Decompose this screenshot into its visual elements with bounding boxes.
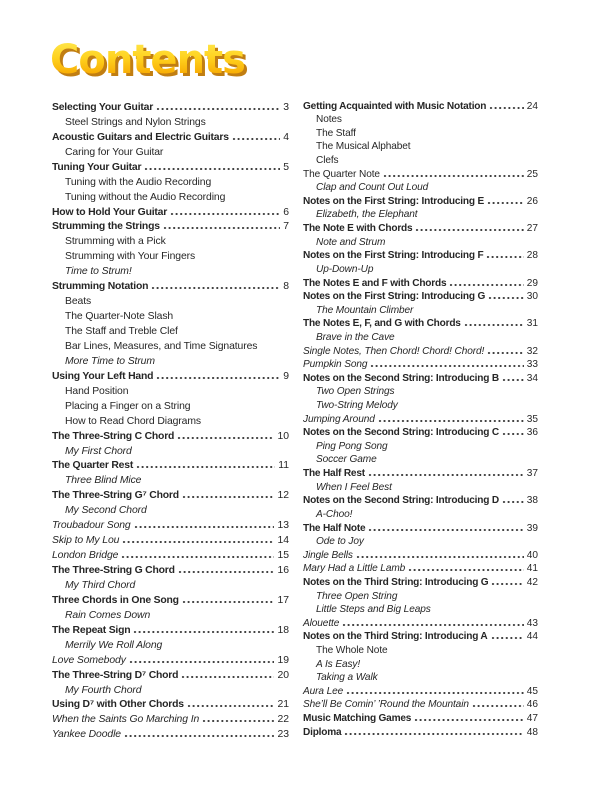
toc-entry [52, 322, 289, 337]
page-number: 12 [277, 490, 289, 502]
toc-entry-label: The Quarter Note [303, 168, 380, 180]
toc-entry [52, 128, 289, 143]
page-number: 17 [277, 594, 289, 606]
toc-entry [303, 329, 538, 343]
toc-entry [52, 681, 289, 696]
page-number: 40 [526, 549, 538, 561]
toc-entry [303, 207, 538, 221]
dot-leader [415, 228, 523, 232]
toc-entry [52, 486, 289, 501]
toc-entry-label: The Quarter Rest [52, 460, 134, 472]
toc-column-left [52, 98, 289, 740]
toc-entry-label: Strumming the Strings [52, 221, 160, 233]
toc-entry-label: A-Choo! [316, 508, 353, 520]
page-number: 31 [526, 318, 538, 330]
page-number: 34 [526, 372, 538, 384]
toc-entry-label: Love Somebody [52, 654, 126, 666]
toc-entry [303, 561, 538, 575]
toc-entry-label: Brave in the Cave [316, 331, 395, 343]
toc-entry-label: Notes on the Second String: Introducing B [303, 372, 499, 384]
toc-entry-label: Soccer Game [316, 454, 377, 466]
page-number: 28 [526, 250, 538, 262]
dot-leader [487, 351, 524, 355]
toc-entry [303, 697, 538, 711]
dot-leader [163, 226, 280, 230]
dot-leader [144, 167, 280, 171]
dot-leader [182, 600, 275, 604]
toc-entry [303, 547, 538, 561]
dot-leader [487, 201, 524, 205]
toc-entry [303, 302, 538, 316]
toc-entry [303, 574, 538, 588]
dot-leader [187, 704, 275, 708]
dot-leader [202, 719, 274, 723]
toc-entry-label: The Half Note [303, 522, 366, 534]
dot-leader [156, 376, 280, 380]
toc-entry [303, 520, 538, 534]
page-number: 18 [277, 624, 289, 636]
toc-entry-label: A Is Easy! [316, 658, 361, 670]
toc-entry-label: Three Open String [316, 590, 398, 602]
toc-entry [52, 412, 289, 427]
toc-entry-label: Using Your Left Hand [52, 370, 154, 382]
page-number: 46 [526, 699, 538, 711]
toc-entry [303, 370, 538, 384]
page-number: 42 [526, 576, 538, 588]
toc-entry-label: Clefs [316, 155, 339, 167]
page-number: 33 [526, 359, 538, 371]
dot-leader [491, 582, 523, 586]
toc-entry [52, 203, 289, 218]
dot-leader [368, 473, 524, 477]
toc-entry-label: Diploma [303, 726, 342, 738]
page-number: 21 [277, 699, 289, 711]
toc-entry [52, 188, 289, 203]
toc-entry-label: Pumpkin Song [303, 359, 368, 371]
dot-leader [472, 704, 524, 708]
dot-leader [133, 630, 274, 634]
toc-entry [52, 516, 289, 531]
toc-entry-label: Merrily We Roll Along [65, 639, 163, 651]
page-number: 38 [526, 495, 538, 507]
toc-entry [303, 180, 538, 194]
toc-entry-label: Three Blind Mice [65, 475, 142, 487]
toc-entry-label: The Half Rest [303, 468, 365, 480]
toc-entry [303, 397, 538, 411]
page-number: 43 [526, 617, 538, 629]
toc-entry-label: Notes on the First String: Introducing G [303, 291, 486, 303]
toc-entry [52, 636, 289, 651]
toc-entry [303, 261, 538, 275]
toc-entry-label: The Three-String G⁷ Chord [52, 490, 179, 502]
toc-entry [52, 442, 289, 457]
toc-entry [303, 656, 538, 670]
page-number: 20 [277, 669, 289, 681]
page-number: 14 [277, 535, 289, 547]
toc-entry-label: Alouette [303, 617, 340, 629]
toc-entry-label: My Third Chord [65, 579, 136, 591]
dot-leader [177, 436, 274, 440]
toc-entry [52, 262, 289, 277]
toc-entry-label: The Repeat Sign [52, 624, 131, 636]
page-number: 11 [278, 460, 289, 472]
toc-entry [52, 337, 289, 352]
page-number: 35 [526, 413, 538, 425]
page-number: 4 [283, 131, 289, 143]
toc-entry-label: Ode to Joy [316, 536, 364, 548]
toc-entry-label: My Second Chord [65, 505, 147, 517]
toc-entry-label: The Note E with Chords [303, 223, 413, 235]
toc-entry-label: Rain Comes Down [65, 609, 151, 621]
toc-entry-label: The Staff and Treble Clef [65, 326, 178, 337]
page-number: 16 [277, 565, 289, 576]
dot-leader [370, 364, 523, 368]
toc-entry-label: Troubadour Song [52, 520, 131, 532]
toc-entry-label: When I Feel Best [316, 481, 392, 493]
toc-entry-label: Notes on the Third String: Introducing A [303, 631, 488, 643]
toc-entry [303, 670, 538, 684]
toc-entry-label: Three Chords in One Song [52, 594, 179, 606]
toc-entry [52, 352, 289, 367]
toc-entry [303, 275, 538, 289]
toc-entry [303, 166, 538, 180]
page-number: 13 [277, 520, 289, 532]
page-number: 37 [526, 468, 538, 480]
page-number: 29 [526, 277, 538, 289]
toc-entry [303, 220, 538, 234]
toc-entry-label: The Quarter-Note Slash [65, 311, 174, 323]
dot-leader [170, 212, 280, 216]
page-number: 25 [526, 168, 538, 180]
page-number: 36 [526, 427, 538, 439]
toc-entry-label: The Three-String D⁷ Chord [52, 669, 179, 681]
toc-entry-label: Two Open Strings [316, 386, 395, 398]
page-number: 30 [526, 291, 538, 303]
toc-entry [52, 382, 289, 397]
dot-leader [408, 568, 524, 572]
toc-entry [52, 606, 289, 621]
toc-entry-label: Clap and Count Out Loud [316, 182, 429, 194]
page-number: 6 [283, 206, 289, 218]
dot-leader [464, 323, 524, 327]
toc-entry-label: The Notes E, F, and G with Chords [303, 318, 461, 330]
dot-leader [129, 660, 275, 664]
toc-entry-label: How to Hold Your Guitar [52, 206, 168, 218]
toc-entry-label: Steel Strings and Nylon Strings [65, 116, 206, 128]
toc-entry-label: The Whole Note [316, 644, 388, 656]
toc-entry [52, 397, 289, 412]
page-number: 7 [283, 221, 289, 233]
toc-entry-label: Elizabeth, the Elephant [316, 209, 418, 221]
toc-entry-label: Little Steps and Big Leaps [316, 604, 431, 616]
toc-entry [303, 289, 538, 303]
toc-entry [303, 452, 538, 466]
toc-entry [52, 501, 289, 516]
toc-entry [52, 651, 289, 666]
toc-entry [303, 683, 538, 697]
page-number: 27 [526, 223, 538, 235]
toc-entry-label: Caring for Your Guitar [65, 146, 164, 158]
page-number: 48 [526, 726, 538, 738]
dot-leader [344, 732, 523, 736]
toc-entry [303, 479, 538, 493]
page-number: 10 [277, 430, 289, 442]
toc-entry [303, 710, 538, 724]
toc-entry [52, 143, 289, 158]
toc-entry-label: The Three-String C Chord [52, 430, 175, 442]
toc-entry-label: The Musical Alphabet [316, 141, 411, 153]
toc-entry-label: Hand Position [65, 385, 129, 397]
toc-entry [52, 292, 289, 307]
toc-entry [303, 193, 538, 207]
toc-entry [52, 561, 289, 576]
toc-entry-label: Two-String Melody [316, 400, 398, 412]
toc-entry-label: Time to Strum! [65, 266, 132, 278]
toc-entry-label: The Mountain Climber [316, 304, 414, 316]
toc-entry-label: Mary Had a Little Lamb [303, 563, 406, 575]
toc-entry-label: London Bridge [52, 550, 119, 562]
toc-entry [52, 427, 289, 442]
toc-entry-label: Tuning without the Audio Recording [65, 191, 226, 203]
dot-leader [121, 555, 274, 559]
page-number: 19 [277, 654, 289, 666]
dot-leader [502, 378, 524, 382]
toc-entry [52, 531, 289, 546]
toc-entry-label: Notes on the Second String: Introducing C [303, 427, 499, 439]
dot-leader [134, 525, 275, 529]
toc-entry-label: More Time to Strum [65, 355, 155, 367]
dot-leader [486, 255, 523, 259]
toc-entry-label: When the Saints Go Marching In [52, 714, 200, 726]
dot-leader [156, 107, 280, 111]
toc-entry [52, 173, 289, 188]
toc-entry [303, 98, 538, 112]
page-number: 44 [526, 631, 538, 643]
toc-column-right [303, 98, 538, 738]
toc-entry [52, 367, 289, 382]
toc-entry [303, 411, 538, 425]
dot-leader [378, 419, 524, 423]
toc-entry-label: Acoustic Guitars and Electric Guitars [52, 131, 229, 143]
toc-entry-label: Notes on the Third String: Introducing G [303, 576, 489, 588]
toc-entry-label: Single Notes, Then Chord! Chord! Chord! [303, 345, 485, 357]
toc-entry [52, 621, 289, 636]
toc-entry-label: Jingle Bells [303, 549, 353, 561]
page-number: 24 [526, 100, 538, 112]
dot-leader [232, 137, 280, 141]
toc-entry-label: Placing a Finger on a String [65, 400, 191, 412]
toc-entry [303, 384, 538, 398]
dot-leader [489, 106, 524, 110]
toc-entry [52, 232, 289, 247]
toc-entry [303, 139, 538, 153]
toc-entry-label: Tuning Your Guitar [52, 161, 142, 173]
toc-entry-label: Tuning with the Audio Recording [65, 176, 212, 188]
dot-leader [414, 718, 524, 722]
toc-entry [303, 234, 538, 248]
toc-entry [303, 152, 538, 166]
toc-entry-label: Bar Lines, Measures, and Time Signatures [65, 340, 258, 352]
toc-entry [52, 158, 289, 173]
toc-entry-label: Getting Acquainted with Music Notation [303, 100, 487, 112]
dot-leader [383, 174, 524, 178]
toc-entry [303, 506, 538, 520]
page-title: Contents [50, 37, 245, 83]
toc-entry-label: My First Chord [65, 445, 132, 457]
toc-entry-label: Using D⁷ with Other Chords [52, 699, 184, 711]
page-number: 39 [526, 522, 538, 534]
toc-entry-label: Strumming with a Pick [65, 236, 166, 248]
toc-entry [303, 465, 538, 479]
toc-entry-label: Aura Lee [303, 685, 344, 697]
toc-entry-label: Notes on the First String: Introducing E [303, 195, 484, 207]
toc-entry [52, 307, 289, 322]
dot-leader [342, 623, 524, 627]
page-number: 15 [277, 550, 289, 562]
toc-entry-label: The Staff [316, 127, 356, 139]
toc-entry [303, 425, 538, 439]
toc-entry-label: Ping Pong Song [316, 440, 388, 452]
toc-entry-label: Jumping Around [303, 413, 375, 425]
dot-leader [368, 528, 523, 532]
toc-entry-label: How to Read Chord Diagrams [65, 415, 201, 427]
dot-leader [151, 286, 280, 290]
toc-entry [303, 588, 538, 602]
toc-entry [52, 546, 289, 561]
toc-entry [52, 218, 289, 233]
page-number: 5 [283, 161, 289, 173]
toc-entry [52, 696, 289, 711]
page-number: 32 [526, 345, 538, 357]
page-number: 22 [277, 714, 289, 726]
dot-leader [491, 636, 524, 640]
dot-leader [502, 500, 524, 504]
toc-entry [52, 591, 289, 606]
page-number: 41 [526, 563, 538, 575]
toc-entry [303, 343, 538, 357]
toc-entry [303, 602, 538, 616]
toc-entry [52, 710, 289, 725]
toc-entry [303, 316, 538, 330]
toc-entry-label: Beats [65, 296, 92, 308]
toc-entry [303, 112, 538, 126]
toc-entry [303, 438, 538, 452]
page-number: 47 [526, 713, 538, 725]
toc-entry-label: Note and Strum [316, 236, 386, 248]
dot-leader [136, 465, 275, 469]
toc-entry-label: My Fourth Chord [65, 684, 142, 696]
toc-entry-label: The Notes E and F with Chords [303, 277, 447, 289]
toc-entry-label: Strumming Notation [52, 281, 149, 293]
toc-entry [303, 642, 538, 656]
page-number: 26 [526, 195, 538, 207]
page-number: 3 [283, 101, 289, 113]
page-number: 23 [277, 729, 289, 741]
toc-entry [303, 248, 538, 262]
toc-entry [303, 615, 538, 629]
toc-entry-label: Selecting Your Guitar [52, 101, 154, 113]
dot-leader [502, 432, 524, 436]
toc-entry [52, 666, 289, 681]
toc-entry-label: Skip to My Lou [52, 535, 120, 547]
toc-entry-label: Music Matching Games [303, 713, 412, 725]
toc-entry-label: Notes on the First String: Introducing F [303, 250, 484, 262]
dot-leader [182, 495, 275, 499]
toc-entry-label: Taking a Walk [316, 672, 378, 684]
dot-leader [488, 296, 524, 300]
toc-entry [52, 471, 289, 486]
toc-entry-label: She’ll Be Comin’ ’Round the Mountain [303, 699, 469, 711]
toc-entry [52, 576, 289, 591]
toc-entry-label: Notes on the Second String: Introducing D [303, 495, 499, 507]
toc-entry [303, 534, 538, 548]
toc-entry-label: Strumming with Your Fingers [65, 251, 196, 263]
toc-entry [52, 98, 289, 113]
toc-entry [303, 357, 538, 371]
dot-leader [124, 734, 274, 738]
toc-entry-label: Yankee Doodle [52, 729, 121, 741]
toc-entry [303, 629, 538, 643]
toc-entry [52, 725, 289, 740]
toc-entry-label: Up-Down-Up [316, 263, 374, 275]
dot-leader [449, 283, 523, 287]
toc-entry [303, 724, 538, 738]
page-number: 45 [526, 685, 538, 697]
page-number: 8 [283, 281, 289, 293]
dot-leader [356, 555, 524, 559]
dot-leader [178, 570, 275, 574]
toc-entry-label: The Three-String G Chord [52, 565, 175, 576]
toc-entry [52, 277, 289, 292]
toc-entry [52, 113, 289, 128]
toc-entry [52, 247, 289, 262]
toc-entry [303, 493, 538, 507]
dot-leader [122, 540, 274, 544]
toc-entry [303, 125, 538, 139]
dot-leader [181, 675, 274, 679]
dot-leader [346, 691, 524, 695]
page-number: 9 [283, 370, 289, 382]
toc-entry [52, 457, 289, 472]
toc-entry-label: Notes [316, 114, 342, 126]
